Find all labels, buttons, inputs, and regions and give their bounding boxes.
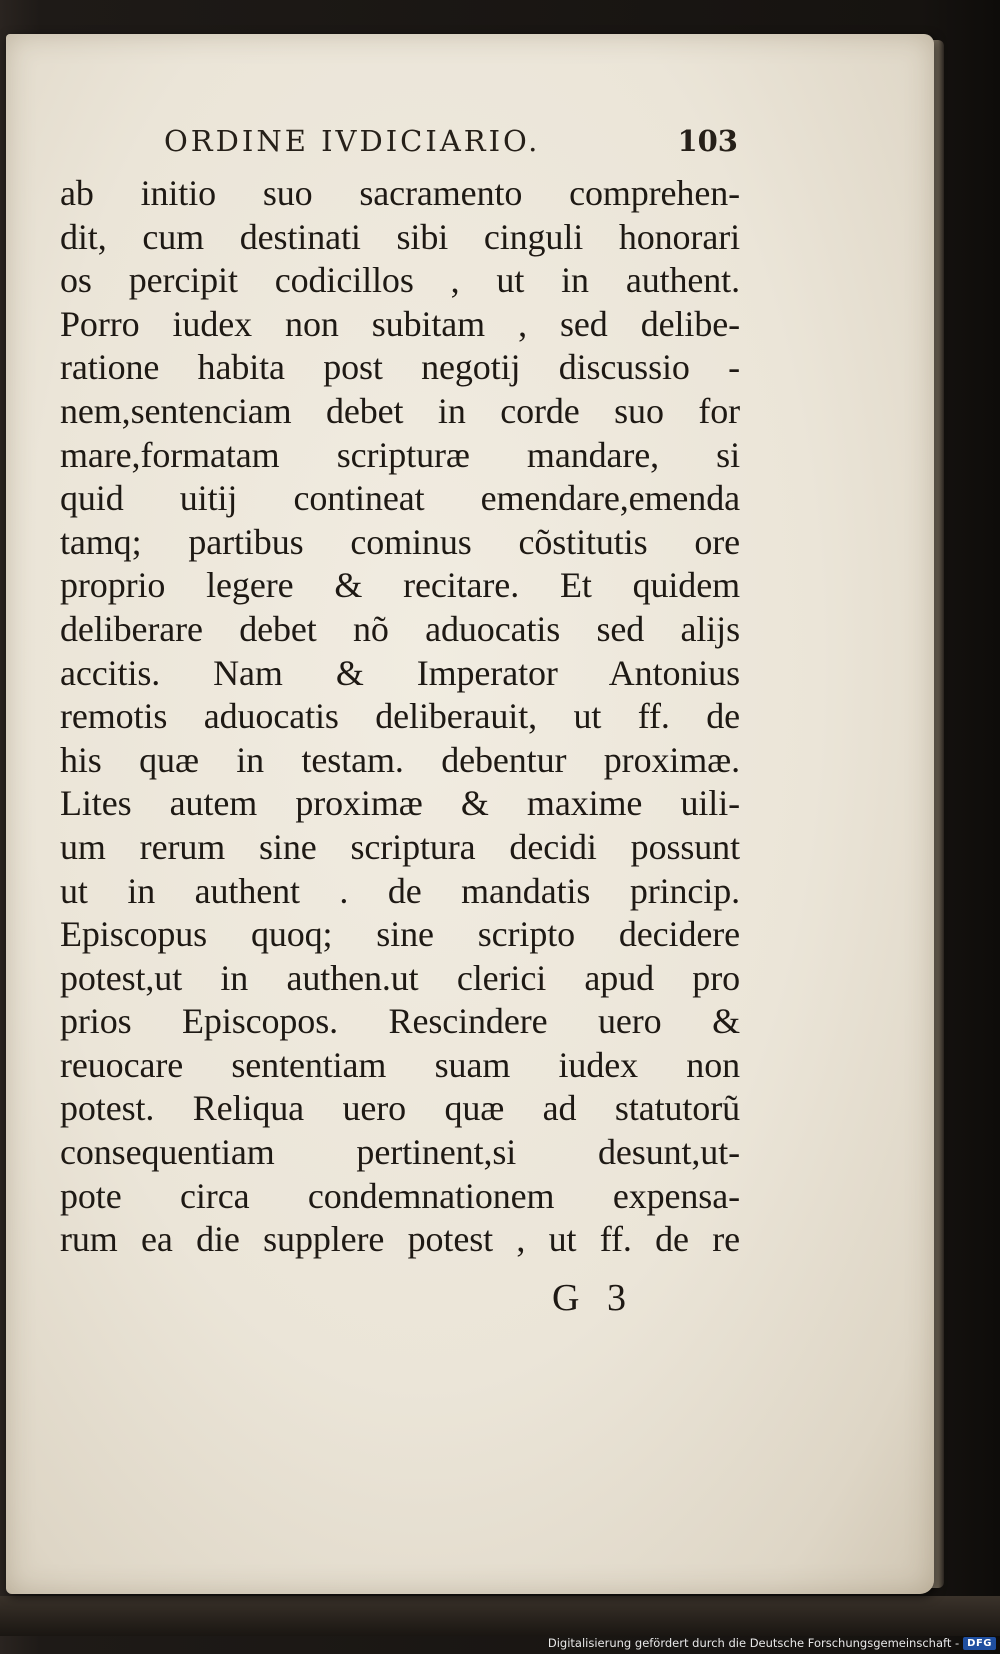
text-line: Lites autem proximæ & maxime uili- [60,783,740,824]
text-line: reuocare sententiam suam iudex non [60,1044,740,1085]
signature-mark: G 3 [552,1277,626,1319]
text-line: tamq; partibus cominus cõstitutis ore [60,521,740,562]
text-line: mare,formatam scripturæ mandare, si [60,434,740,475]
text-line: pote circa condemnationem expensa- [60,1175,740,1216]
page-header [164,118,738,158]
text-line: remotis aduocatis deliberauit, ut ff. de [60,696,740,737]
text-line: nem,sentenciam debet in corde suo for [60,390,740,431]
text-line: accitis. Nam & Imperator Antonius [60,652,740,693]
text-line: prios Episcopos. Rescindere uero & [60,1001,740,1042]
text-line: potest. Reliqua uero quæ ad statutorũ [60,1088,740,1129]
text-line: proprio legere & recitare. Et quidem [60,565,740,606]
text-line: deliberare debet nõ aduocatis sed alijs [60,608,740,649]
scan-bottom-strip [0,1596,1000,1636]
text-line: Episcopus quoq; sine scripto decidere [60,914,740,955]
text-line: potest,ut in authen.ut clerici apud pro [60,957,740,998]
text-line: um rerum sine scriptura decidi possunt [60,826,740,867]
credit-text: Digitalisierung gefördert durch die Deutsche Forschungsgemeinschaft - [547,1636,960,1650]
page-number: 103 [677,124,738,158]
text-line: rum ea die supplere potest , ut ff. de re [60,1219,740,1260]
text-line: his quæ in testam. debentur proximæ. [60,739,740,780]
text-line: consequentiam pertinent,si desunt,ut- [60,1132,740,1173]
text-line: ratione habita post negotij discussio - [60,347,740,388]
text-line: quid uitij contineat emendare,emenda [60,478,740,519]
body-text [60,172,740,1262]
text-line: ut in authent . de mandatis princip. [60,870,740,911]
text-line: os percipit codicillos , ut in authent. [60,260,740,301]
text-line: dit, cum destinati sibi cinguli honorari [60,216,740,257]
text-line: Porro iudex non subitam , sed delibe- [60,303,740,344]
text-line: ab initio suo sacramento comprehen- [60,173,740,213]
dfg-logo: DFG [963,1637,996,1650]
running-title: ORDINE IVDICIARIO. [164,124,541,158]
digitization-credit [548,1635,996,1651]
